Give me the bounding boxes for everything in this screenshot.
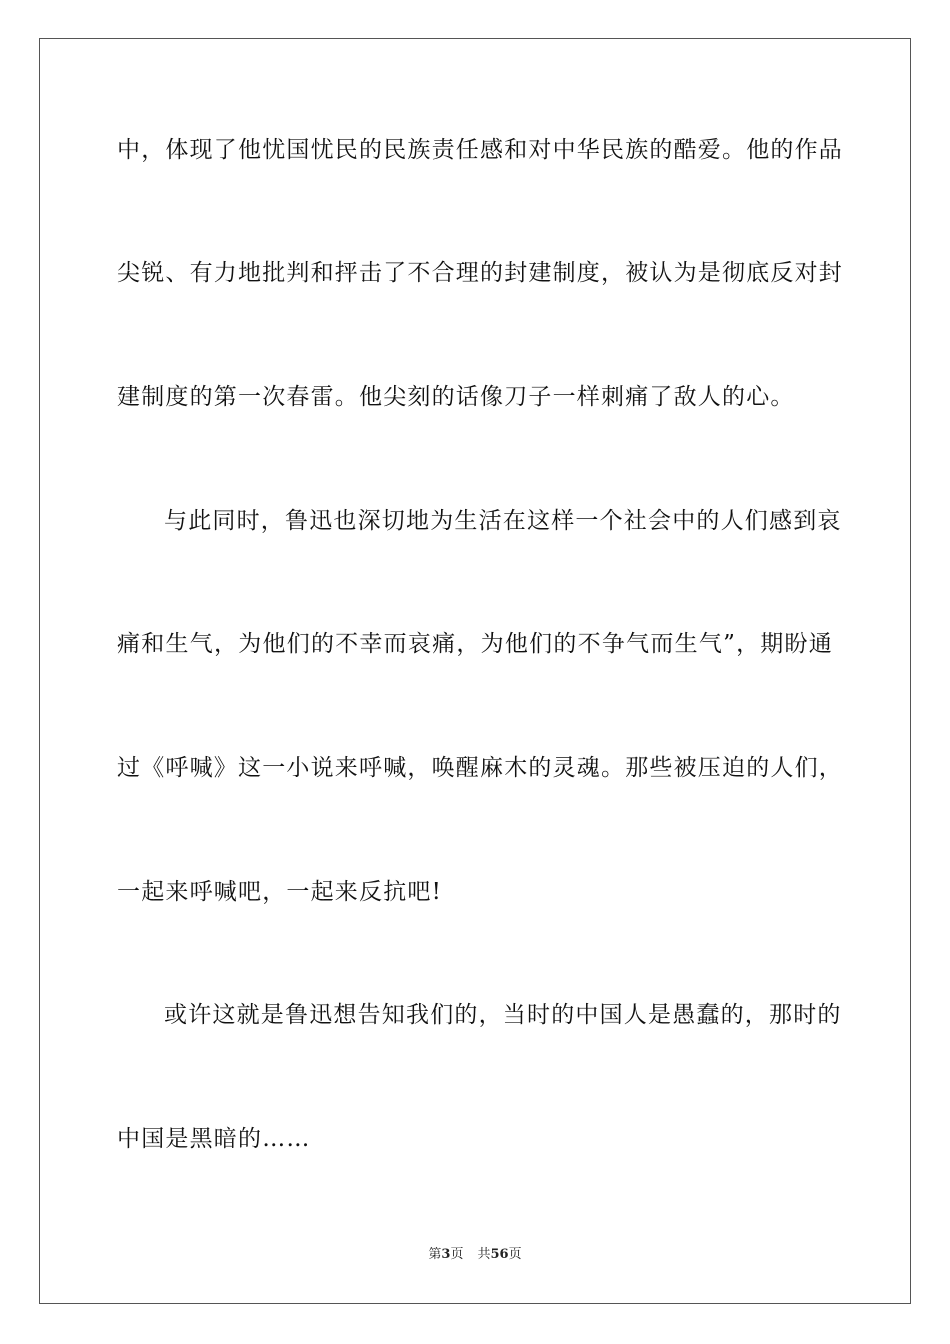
footer-total-prefix: 共 (477, 1247, 491, 1262)
footer-total-suffix: 页 (508, 1247, 522, 1262)
text-line-4: 与此同时，鲁迅也深切地为生活在这样一个社会中的人们感到哀 (164, 508, 842, 534)
page-border (39, 38, 911, 1304)
text-line-3: 建制度的第一次春雷。他尖刻的话像刀子一样刺痛了敌人的心。 (117, 384, 795, 410)
total-pages-number: 56 (490, 1247, 509, 1262)
text-line-5: 痛和生气，为他们的不幸而哀痛，为他们的不争气而生气”，期盼通 (117, 631, 833, 657)
text-line-6: 过《呼喊》这一小说来呼喊，唤醒麻木的灵魂。那些被压迫的人们， (117, 755, 843, 781)
footer-page-suffix: 页 (450, 1247, 464, 1262)
page-footer (0, 1246, 950, 1264)
footer-prefix: 第 (428, 1247, 442, 1262)
text-line-2: 尖锐、有力地批判和抨击了不合理的封建制度，被认为是彻底反对封 (117, 260, 843, 286)
current-page-number: 3 (441, 1247, 451, 1262)
text-line-8: 或许这就是鲁迅想告知我们的，当时的中国人是愚蠢的，那时的 (164, 1002, 842, 1028)
text-line-7: 一起来呼喊吧，一起来反抗吧! (117, 879, 443, 905)
text-line-9: 中国是黑暗的…… (117, 1126, 311, 1152)
text-line-1: 中，体现了他忧国忧民的民族责任感和对中华民族的酷爱。他的作品 (117, 137, 843, 163)
